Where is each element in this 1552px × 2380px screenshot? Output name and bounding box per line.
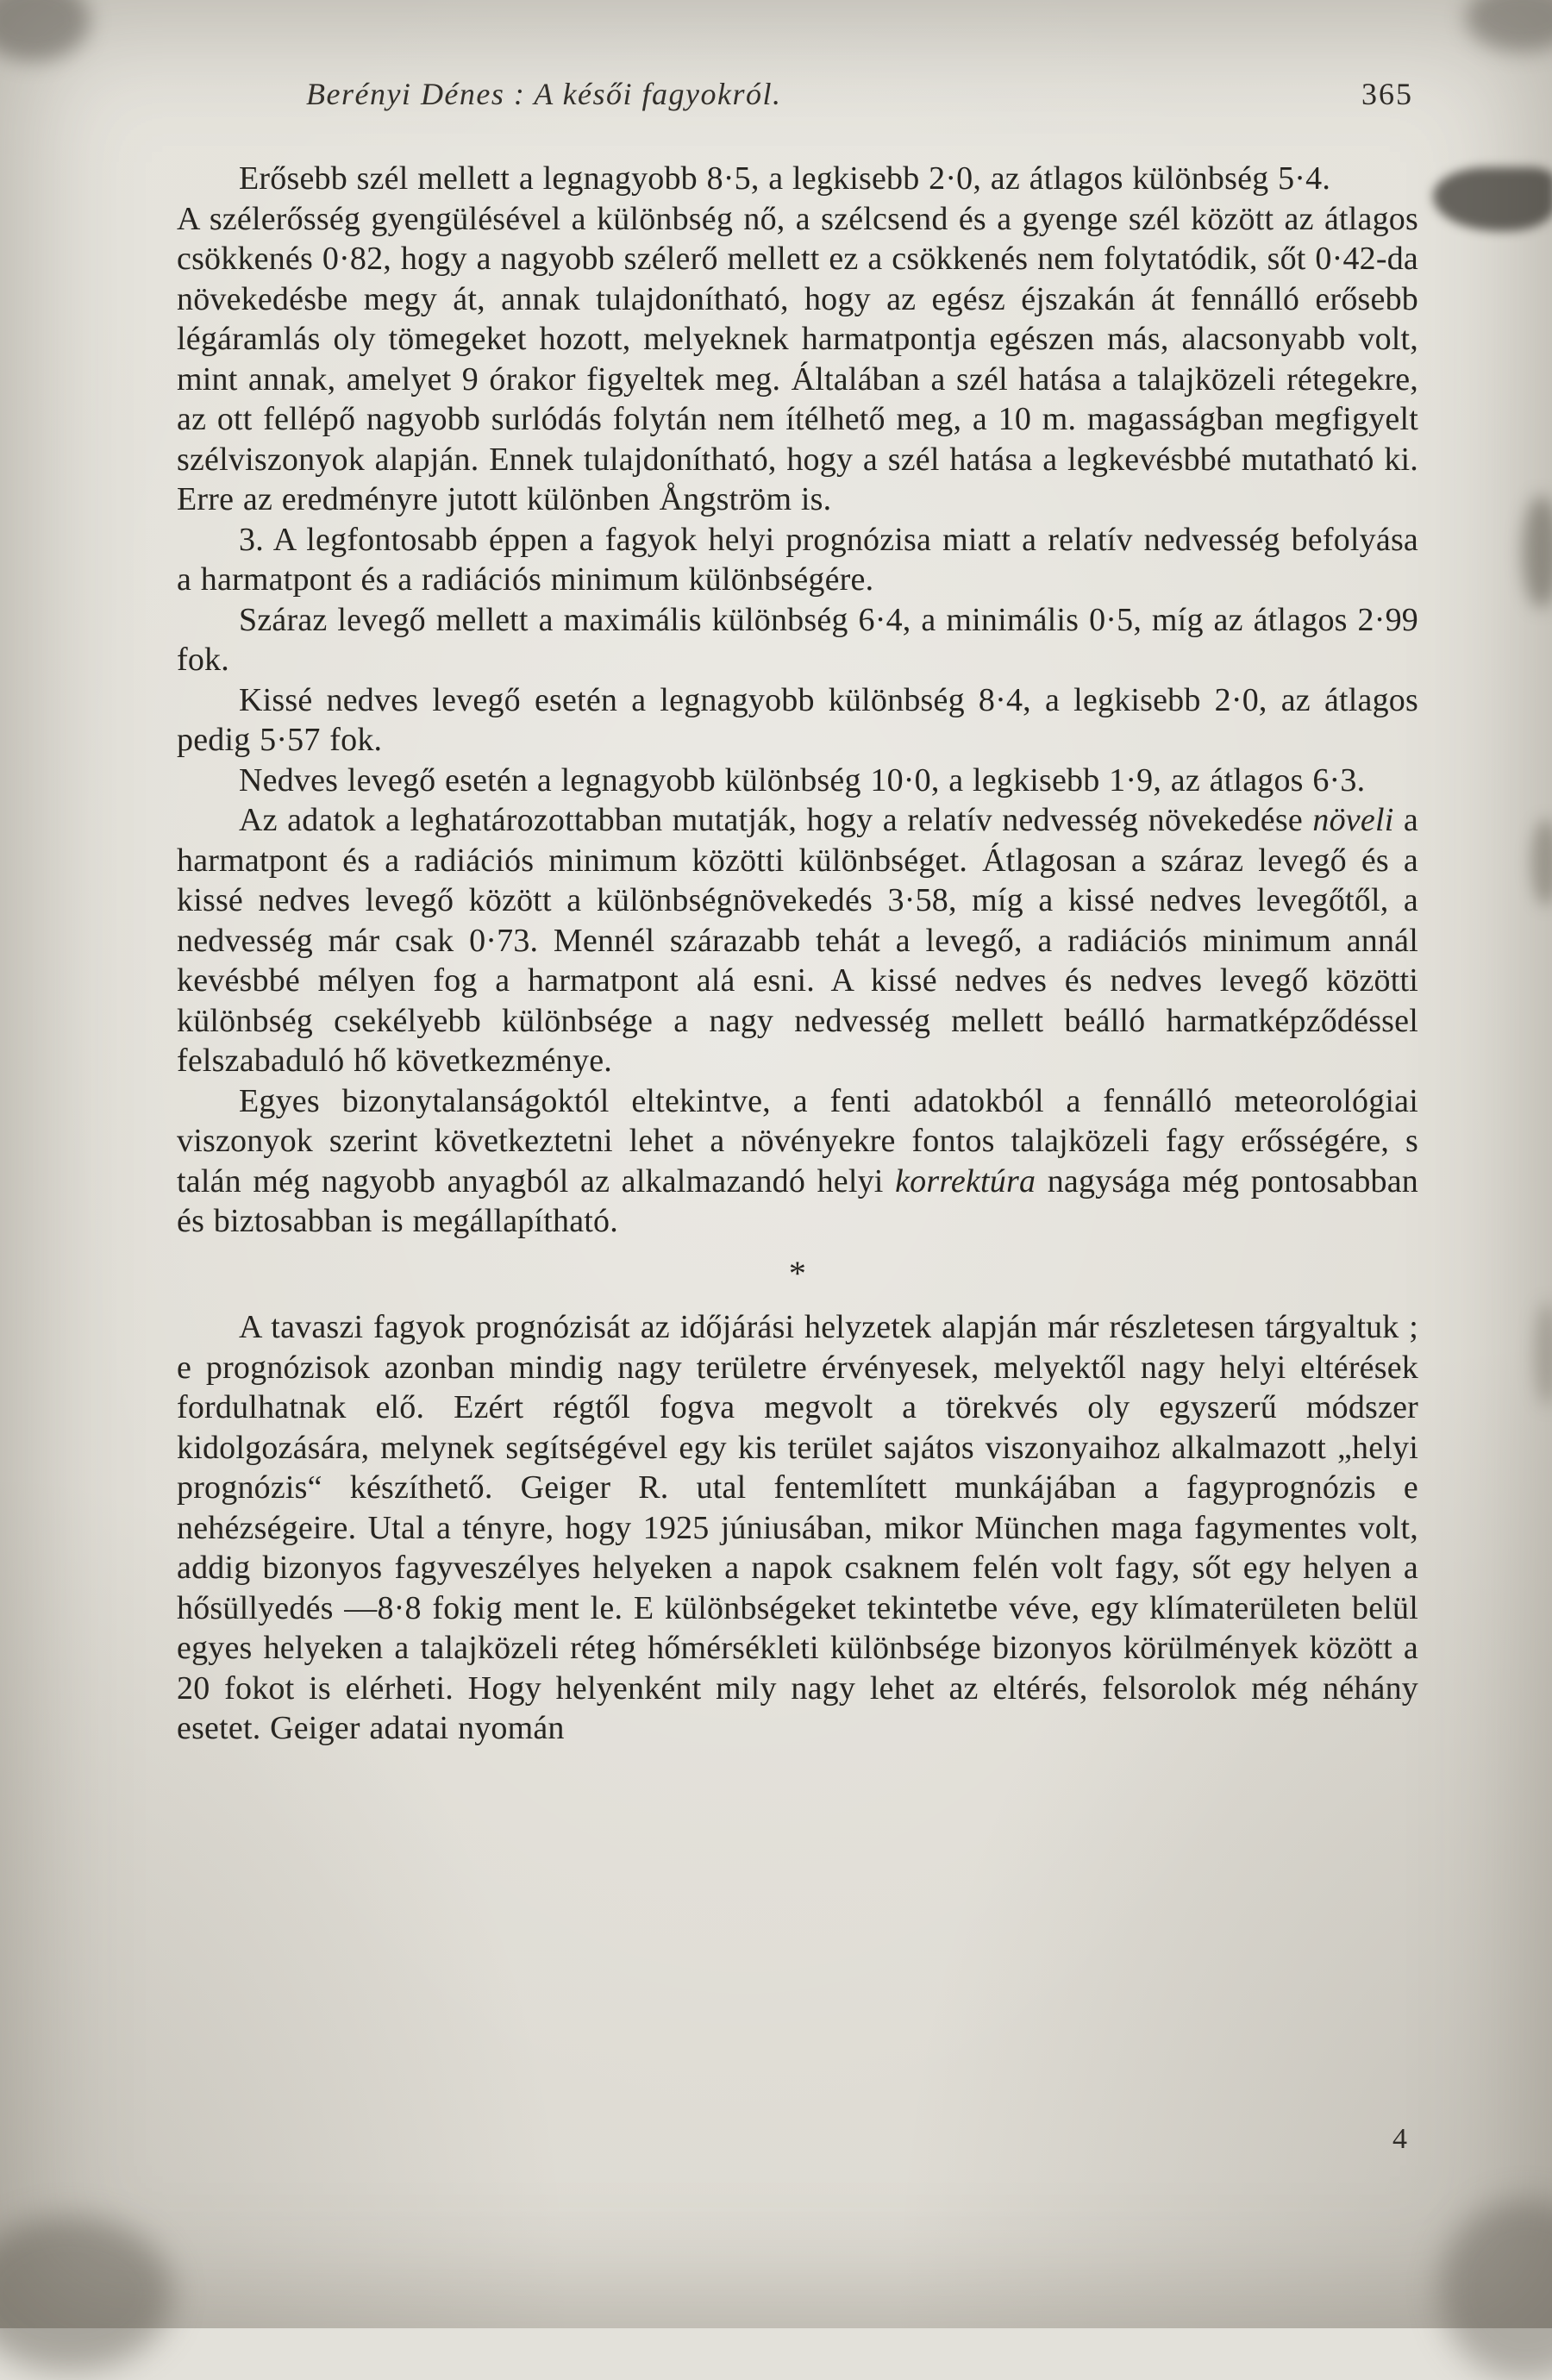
scan-artifact <box>0 2216 172 2371</box>
scan-artifact <box>1440 2199 1552 2380</box>
paragraph <box>177 600 1418 680</box>
text-block <box>177 159 1418 1749</box>
italic-text-segment: korrektúra <box>895 1162 1036 1199</box>
text-segment: 3. A legfontosabb éppen a fagyok helyi prognózisa miatt a relatív nedvesség befolyása a harmatpont és a radiációs minimum különbségére. <box>177 521 1418 598</box>
scan-artifact <box>1531 819 1552 905</box>
text-segment: Kissé nedves levegő esetén a legnagyobb különbség 8·4, a legkisebb 2·0, az átlagos pedig 5·57 fok. <box>177 681 1418 758</box>
page-header <box>177 76 1418 126</box>
signature-mark: 4 <box>1392 2123 1407 2155</box>
section-separator: * <box>788 1253 807 1293</box>
scan-artifact <box>0 0 90 61</box>
text-column <box>177 76 1418 1749</box>
text-segment: Száraz levegő mellett a maximális különbség 6·4, a minimális 0·5, míg az átlagos 2·99 fok. <box>177 601 1418 678</box>
paragraph <box>177 680 1418 761</box>
paragraph <box>177 520 1418 600</box>
text-segment: A tavaszi fagyok prognózisát az időjárási helyzetek alapján már részletesen tárgyaltuk ; e prognózisok azonban mindig nagy területre érvényesek, melyektől nagy helyi eltérések fordulhatnak elő. Ezért régtől fogva megvolt a törekvés oly egyszerű módszer kidolgozására, melynek segítségével egy kis terület sajátos viszonyaihoz alkalmazott „helyi prognózis“ készíthető. Geiger R. utal fentemlített munkájában a fagyprognózis e nehézségeire. Utal a tényre, hogy 1925 júniusában, mikor München maga fagymentes volt, addig bizonyos fagyveszélyes helyeken a napok csaknem felén volt fagy, sőt egy helyen a hősüllyedés —8·8 fokig ment le. E különbségeket tekintetbe véve, egy klímaterületen belül egyes helyeken a talajközeli réteg hőmérsékleti különbsége bizonyos körülmények között a 20 fokot is elérheti. Hogy helyenként mily nagy lehet az eltérés, felsorolok még néhány esetet. Geiger adatai nyomán <box>177 1309 1418 1746</box>
text-segment: A szélerősség gyengülésével a különbség nő, a szélcsend és a gyenge szél között az átlagos csökkenés 0·82, hogy a nagyobb szélerő mellett ez a csökkenés nem folytatódik, sőt 0·42-da növekedésbe megy át, annak tulajdonítható, hogy az egész éjszakán át fennálló erősebb légáramlás oly tömegeket hozott, melyeknek harmatpontja egészen más, alacsonyabb volt, mint annak, amelyet 9 órakor figyeltek meg. Általában a szél hatása a talajközeli rétegekre, az ott fellépő nagyobb surlódás folytán nem ítélhető meg, a 10 m. magasságban megfigyelt szélviszonyok alapján. Ennek tulajdonítható, hogy a szél hatása a legkevésbbé mutatható ki. Erre az eredményre jutott különben Ångström is. <box>177 200 1418 517</box>
text-segment: Nedves levegő esetén a legnagyobb különbség 10·0, a legkisebb 1·9, az átlagos 6·3. <box>239 761 1366 799</box>
paragraph <box>177 1307 1418 1749</box>
page-number: 365 <box>1361 77 1413 111</box>
paragraph <box>177 800 1418 1081</box>
italic-text-segment: növeli <box>1312 802 1394 838</box>
paragraph <box>177 1081 1418 1242</box>
scan-artifact <box>1433 167 1552 231</box>
scan-artifact <box>1466 0 1552 52</box>
text-segment: a harmatpont és a radiációs minimum közötti különbséget. Átlagosan a száraz levegő és a kissé nedves levegő között a különbségnövekedés 3·58, míg a kissé nedves levegőtől, a nedvesség már csak 0·73. Mennél szárazabb tehát a levegő, a radiációs minimum annál kevésbbé mélyen fog a harmatpont alá esni. A kissé nedves és nedves levegő közötti különbség csekélyebb különbsége a nagy nedvesség mellett beálló harmatképződéssel felszabaduló hő következménye. <box>177 802 1418 1079</box>
paragraph <box>177 159 1418 199</box>
scan-artifact <box>1523 496 1552 608</box>
text-segment: nagysága még pontosabban és biztosabban is megállapítható. <box>177 1162 1419 1239</box>
text-segment: Egyes bizonytalanságoktól eltekintve, a fenti adatokból a fennálló meteorológiai viszonyok szerint következtetni lehet a növényekre fontos talajközeli fagy erősségére, s talán még nagyobb anyagból az alkalmazandó helyi <box>177 1082 1418 1199</box>
text-segment: Az adatok a leghatározottabban mutatják, hogy a relatív nedvesség növekedése <box>239 802 1313 838</box>
scan-artifact <box>1535 1302 1552 1406</box>
running-title: Berényi Dénes : A késői fagyokról. <box>306 77 782 111</box>
paragraph <box>177 761 1418 801</box>
text-segment: Erősebb szél mellett a legnagyobb 8·5, a legkisebb 2·0, az átlagos különbség 5·4. <box>239 160 1331 197</box>
paragraph <box>177 199 1418 520</box>
